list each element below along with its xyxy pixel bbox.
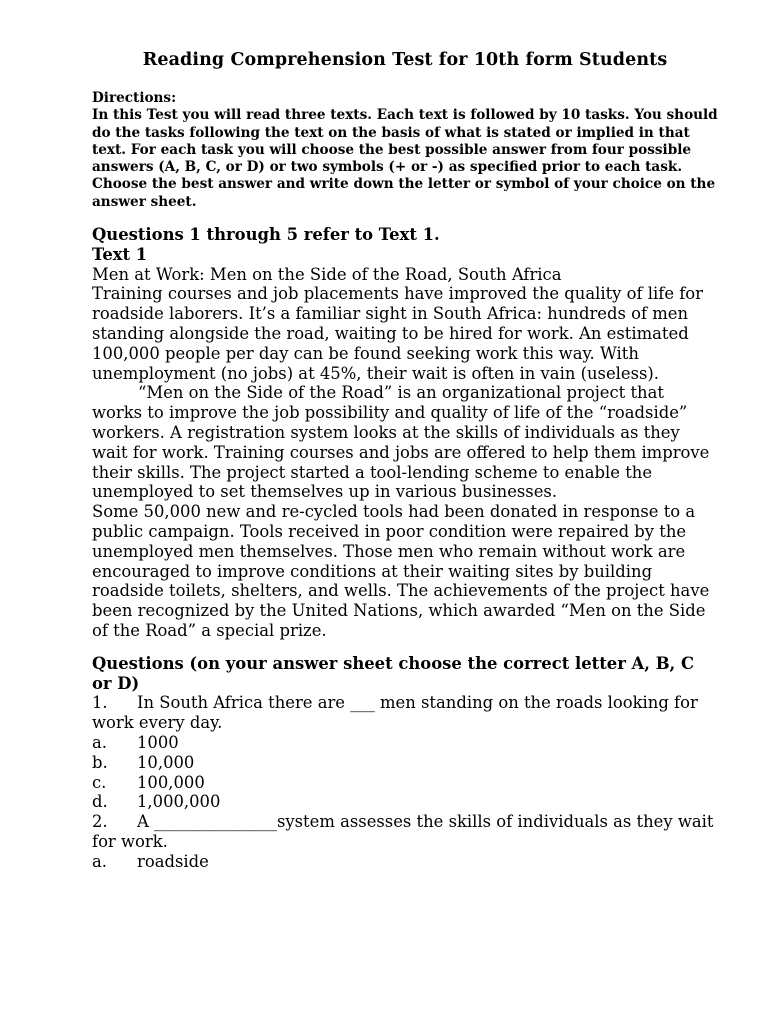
answer-option xyxy=(92,852,718,872)
text1-label: Text 1 xyxy=(92,244,148,264)
answer-option xyxy=(92,773,718,793)
text1-paragraph-3: Some 50,000 new and re-cycled tools had been donated in response to a public campaign. Tools received in poor condition were repaired by the unemployed men themselves. Those men who remain without work are encouraged to improve conditions at their waiting sites by building roadside toilets, shelters, and wells. The achievements of the project have been recognized by the United Nations, which awarded “Men on the Side of the Road” a special prize. xyxy=(92,502,710,641)
directions-label: Directions: xyxy=(92,90,177,106)
questions-heading: Questions (on your answer sheet choose the correct letter A, B, C or D) xyxy=(92,653,695,693)
question-stem xyxy=(92,693,718,733)
text1-paragraph-1: Training courses and job placements have improved the quality of life for roadside laborers. It’s a familiar sight in South Africa: hundreds of men standing alongside the road, waiting to be hired for work. An estimated 100,000 people per day can be found seeking work this way. With unemployment (no jobs) at 45%, their wait is often in vain (useless). xyxy=(92,284,704,383)
option-text: 1,000,000 xyxy=(137,792,221,812)
section-heading: Questions 1 through 5 refer to Text 1. xyxy=(92,225,440,245)
page-title: Reading Comprehension Test for 10th form Students xyxy=(142,50,668,70)
option-letter: a. xyxy=(92,851,107,871)
question-1 xyxy=(92,693,718,812)
text1-headline: Men at Work: Men on the Side of the Road, South Africa xyxy=(92,264,562,284)
option-text: 1000 xyxy=(137,733,179,752)
text1-paragraph-2: “Men on the Side of the Road” is an organizational project that works to improve the job possibility and quality of life of the “roadside” workers. A registration system looks at the skills of individuals as they wait for work. Training courses and jobs are offered to help them improve their skills. The project started a tool-lending scheme to enable the unemployed to set themselves up in various businesses. xyxy=(92,383,710,502)
option-text: roadside xyxy=(137,851,209,871)
option-text: 100,000 xyxy=(137,772,205,792)
question-stem xyxy=(92,812,718,852)
answer-option xyxy=(92,792,718,812)
answer-option xyxy=(92,733,718,753)
question-text: In South Africa there are ___ men standing on the roads looking for work every day. xyxy=(92,693,698,733)
answer-option xyxy=(92,753,718,773)
option-letter: a. xyxy=(92,733,107,752)
option-text: 10,000 xyxy=(137,752,195,772)
option-letter: c. xyxy=(92,772,107,792)
question-text: A _______________system assesses the skills of individuals as they wait for work. xyxy=(92,812,714,851)
directions-text: In this Test you will read three texts. Each text is followed by 10 tasks. You should do the tasks following the text on the basis of what is stated or implied in that text. For each task you will choose the best possible answer from four possible answers (A, B, C, or D) or two symbols (+ or -) as specified prior to each task. Choose the best answer and write down the letter or symbol of your choice on the answer sheet. xyxy=(92,107,718,210)
document-page xyxy=(92,50,718,872)
option-letter: b. xyxy=(92,752,108,772)
directions-block xyxy=(92,90,718,211)
question-2 xyxy=(92,812,718,871)
option-letter: d. xyxy=(92,792,108,812)
question-number: 1. xyxy=(92,693,108,713)
question-number: 2. xyxy=(92,812,108,832)
text-body xyxy=(92,225,718,872)
